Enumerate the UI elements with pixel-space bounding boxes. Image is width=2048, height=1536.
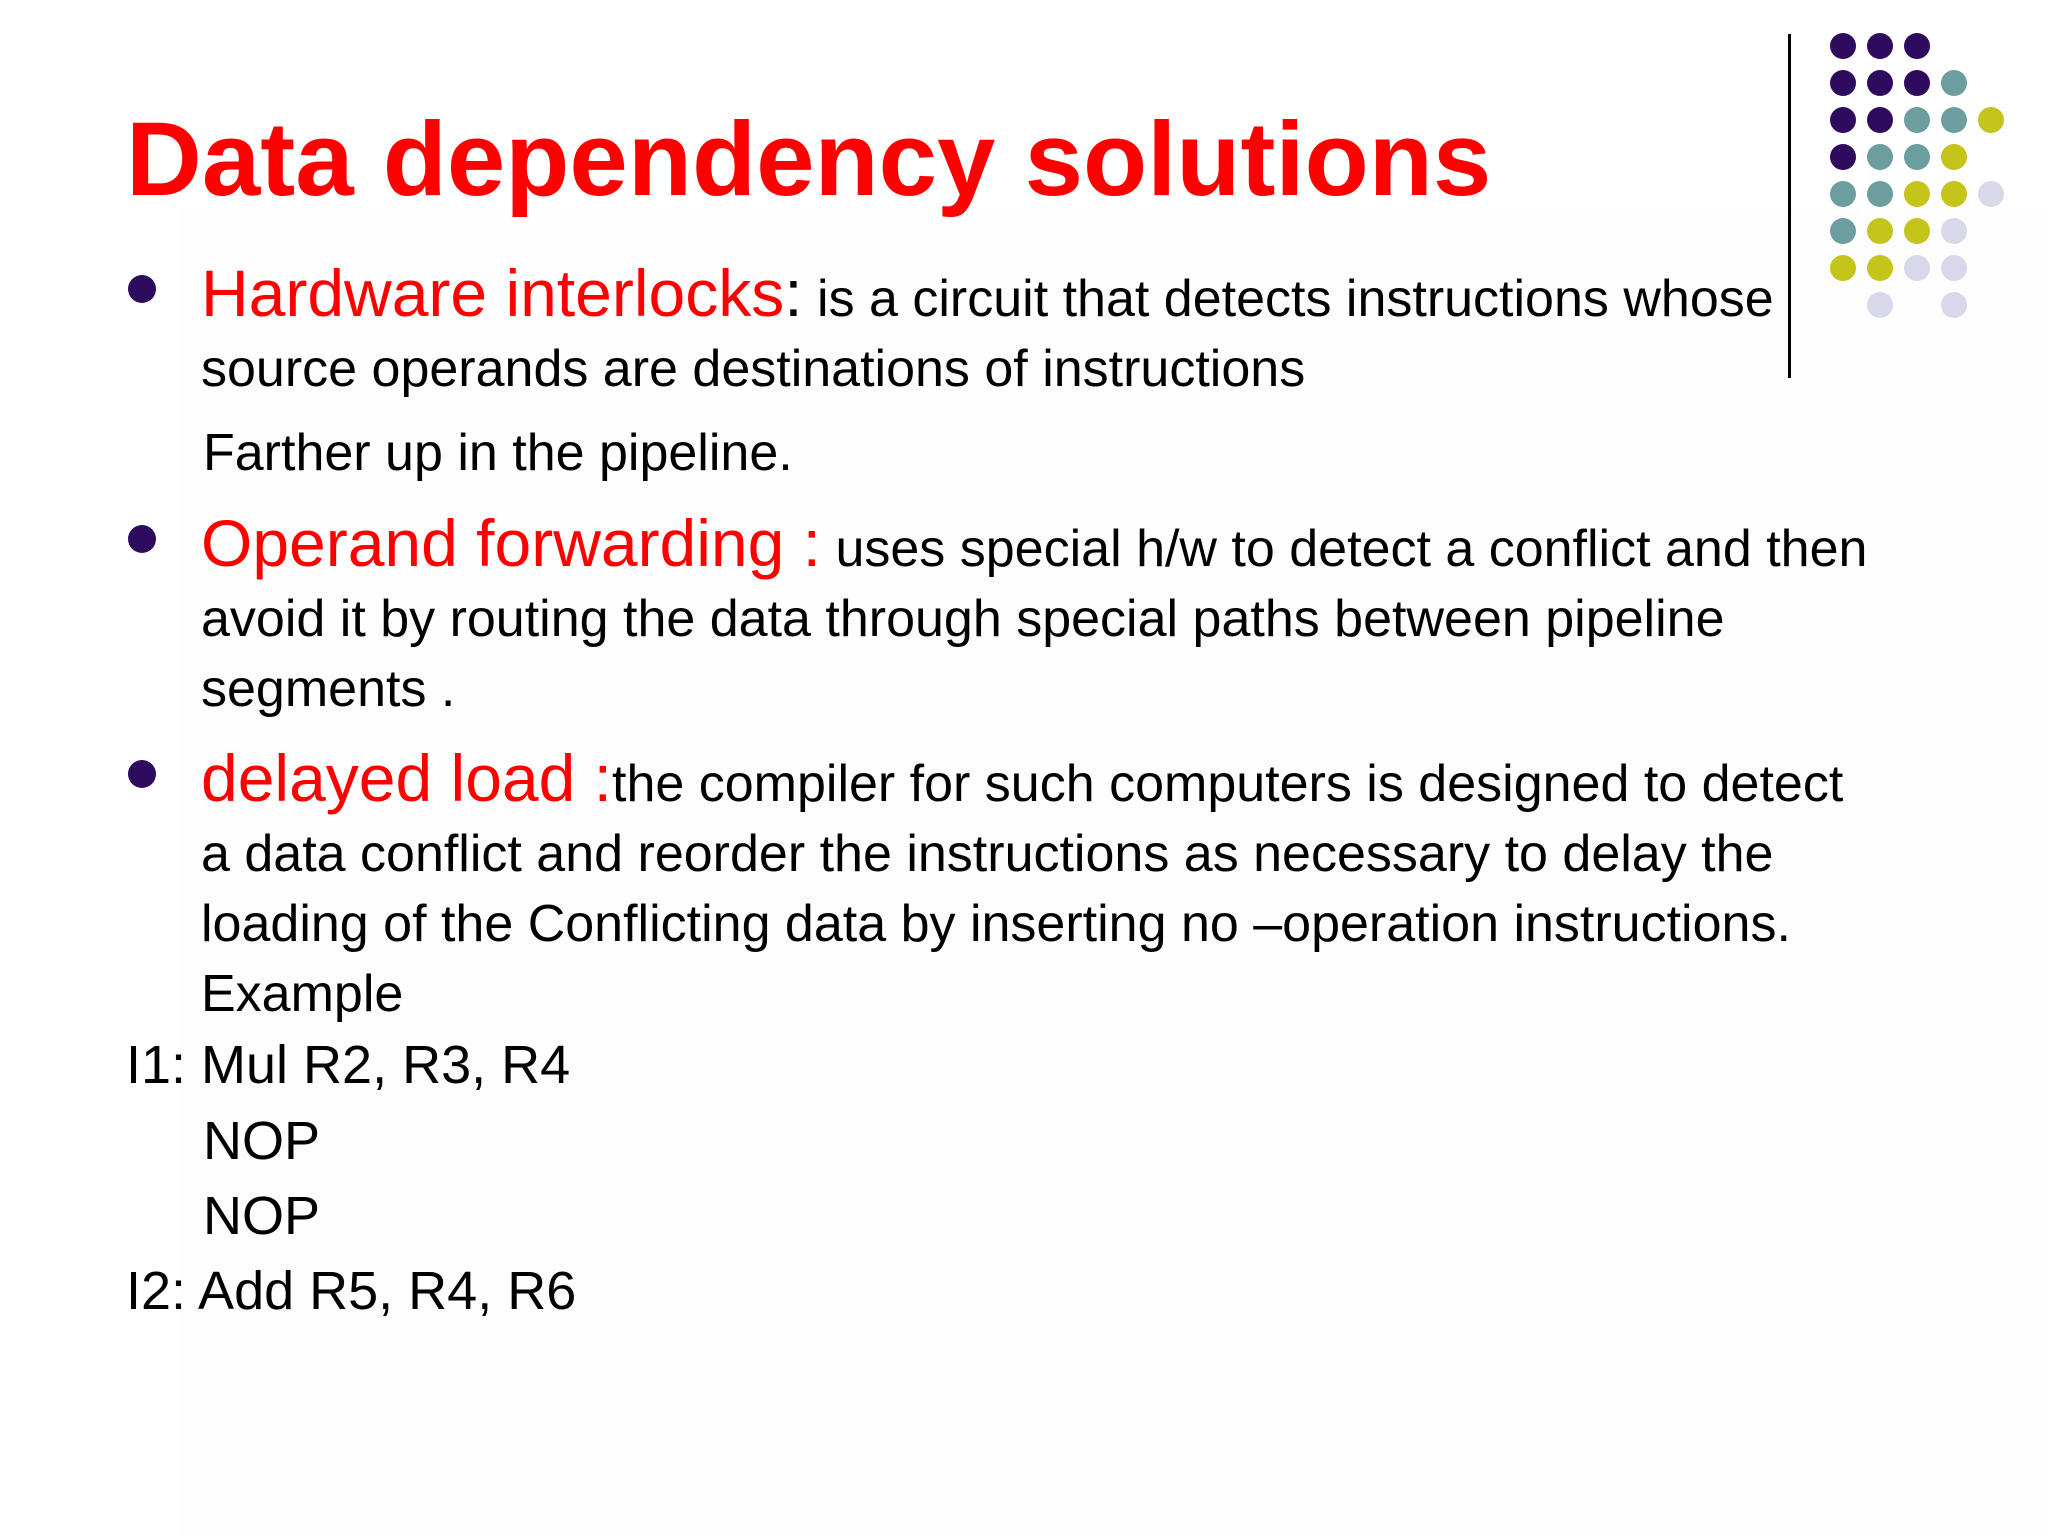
decorative-dot	[1904, 181, 1930, 207]
decorative-dot	[1904, 255, 1930, 281]
decorative-dot	[1904, 218, 1930, 244]
bullet-marker	[128, 275, 156, 303]
decorative-dot	[1830, 218, 1856, 244]
decorative-dot	[1904, 70, 1930, 96]
example-line: I2: Add R5, R4, R6	[126, 1261, 577, 1321]
bullet-delayed-load	[201, 743, 1881, 1029]
decorative-dot	[1978, 107, 2004, 133]
bullet-hardware-interlocks	[201, 258, 1881, 404]
decorative-dot	[1904, 107, 1930, 133]
decorative-dot	[1941, 218, 1967, 244]
decorative-dot	[1830, 144, 1856, 170]
decorative-dot	[1830, 181, 1856, 207]
decorative-dot	[1867, 144, 1893, 170]
decorative-dot	[1941, 144, 1967, 170]
decorative-dot	[1867, 70, 1893, 96]
decorative-dot	[1941, 107, 1967, 133]
bullet-marker	[128, 760, 156, 788]
decorative-dot	[1867, 33, 1893, 59]
decorative-dot	[1867, 181, 1893, 207]
decorative-dot	[1904, 33, 1930, 59]
slide-title: Data dependency solutions	[126, 101, 1492, 218]
bullet-description: the compiler for such computers is designed to detect a data conflict and reorder the instructions as necessary to delay the loading of the Conflicting data by inserting no –operation instructions. Example	[201, 755, 1844, 1023]
bullet-description: uses special h/w to detect a conflict and then avoid it by routing the data through special paths between pipeline segments .	[201, 520, 1868, 718]
bullet-description: is a circuit that detects instructions whose source operands are destinations of instructions	[201, 270, 1774, 398]
decorative-dot	[1830, 70, 1856, 96]
decorative-dot	[1978, 181, 2004, 207]
decorative-dot	[1904, 144, 1930, 170]
decorative-dot	[1941, 181, 1967, 207]
decorative-dot	[1867, 218, 1893, 244]
example-line: NOP	[203, 1111, 321, 1171]
bullet-marker	[128, 525, 156, 553]
bullet-term: Operand forwarding :	[201, 506, 822, 580]
bullet-term: delayed load :	[201, 741, 612, 815]
continuation-text: Farther up in the pipeline.	[203, 424, 793, 482]
decorative-dot	[1941, 70, 1967, 96]
decorative-dot	[1867, 107, 1893, 133]
decorative-dot	[1830, 107, 1856, 133]
decorative-dot	[1830, 33, 1856, 59]
example-line: NOP	[203, 1186, 321, 1246]
example-line: I1: Mul R2, R3, R4	[126, 1035, 571, 1095]
decorative-dot	[1941, 292, 1967, 318]
bullet-term: Hardware interlocks	[201, 256, 785, 330]
bullet-separator: :	[784, 256, 803, 330]
bullet-operand-forwarding	[201, 508, 1881, 724]
decorative-dot	[1941, 255, 1967, 281]
